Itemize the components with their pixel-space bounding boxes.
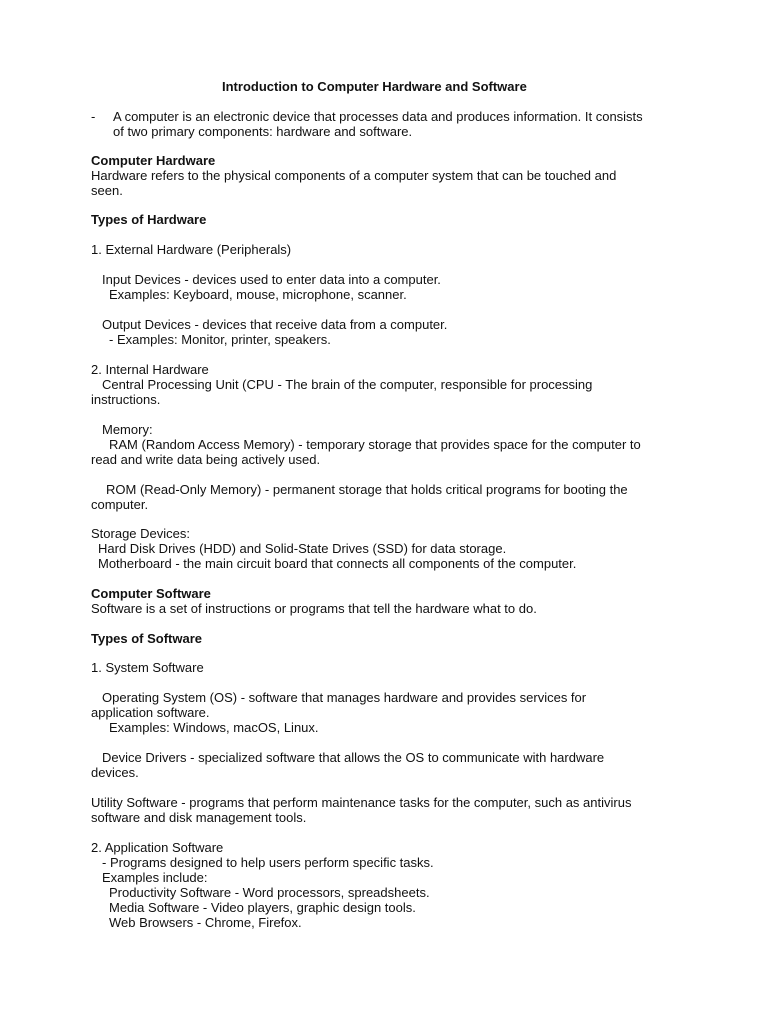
device-drivers-line-2: devices. xyxy=(91,765,139,780)
ram-line-2: read and write data being actively used. xyxy=(91,452,321,467)
os-line-1: Operating System (OS) - software that manages hardware and provides services for xyxy=(102,690,587,705)
utility-software-line-1: Utility Software - programs that perform maintenance tasks for the computer, such as antivirus xyxy=(91,795,632,810)
application-software-description: - Programs designed to help users perform specific tasks. xyxy=(102,855,434,870)
os-line-2: application software. xyxy=(91,705,210,720)
intro-bullet: - xyxy=(91,109,96,124)
application-software-heading: 2. Application Software xyxy=(91,840,224,855)
system-software-heading: 1. System Software xyxy=(91,660,204,675)
software-heading: Computer Software xyxy=(91,586,211,601)
software-definition: Software is a set of instructions or programs that tell the hardware what to do. xyxy=(91,601,537,616)
input-devices-line: Input Devices - devices used to enter data into a computer. xyxy=(102,272,441,287)
storage-devices-label: Storage Devices: xyxy=(91,526,190,541)
input-devices-examples: Examples: Keyboard, mouse, microphone, scanner. xyxy=(109,287,407,302)
document-title: Introduction to Computer Hardware and Software xyxy=(222,79,527,94)
hardware-definition-line-2: seen. xyxy=(91,183,123,198)
software-types-heading: Types of Software xyxy=(91,631,203,646)
memory-label: Memory: xyxy=(102,422,153,437)
utility-software-line-2: software and disk management tools. xyxy=(91,810,307,825)
ram-line-1: RAM (Random Access Memory) - temporary storage that provides space for the computer to xyxy=(109,437,641,452)
internal-hardware-heading: 2. Internal Hardware xyxy=(91,362,209,377)
rom-line-1: ROM (Read-Only Memory) - permanent storage that holds critical programs for booting the xyxy=(106,482,628,497)
web-browsers-line: Web Browsers - Chrome, Firefox. xyxy=(109,915,302,930)
productivity-software-line: Productivity Software - Word processors, spreadsheets. xyxy=(109,885,430,900)
os-examples: Examples: Windows, macOS, Linux. xyxy=(109,720,319,735)
device-drivers-line-1: Device Drivers - specialized software that allows the OS to communicate with hardware xyxy=(102,750,605,765)
cpu-line-1: Central Processing Unit (CPU - The brain of the computer, responsible for processing xyxy=(102,377,593,392)
motherboard-line: Motherboard - the main circuit board that connects all components of the computer. xyxy=(98,556,577,571)
hardware-types-heading: Types of Hardware xyxy=(91,212,207,227)
hardware-heading: Computer Hardware xyxy=(91,153,216,168)
intro-line-2: of two primary components: hardware and software. xyxy=(113,124,413,139)
rom-line-2: computer. xyxy=(91,497,149,512)
output-devices-examples: - Examples: Monitor, printer, speakers. xyxy=(109,332,331,347)
hardware-definition-line-1: Hardware refers to the physical components of a computer system that can be touched and xyxy=(91,168,617,183)
external-hardware-heading: 1. External Hardware (Peripherals) xyxy=(91,242,292,257)
intro-line-1: A computer is an electronic device that processes data and produces information. It consists xyxy=(113,109,643,124)
storage-devices-line: Hard Disk Drives (HDD) and Solid-State Drives (SSD) for data storage. xyxy=(98,541,507,556)
cpu-line-2: instructions. xyxy=(91,392,161,407)
application-examples-label: Examples include: xyxy=(102,870,208,885)
output-devices-line: Output Devices - devices that receive data from a computer. xyxy=(102,317,448,332)
media-software-line: Media Software - Video players, graphic design tools. xyxy=(109,900,416,915)
